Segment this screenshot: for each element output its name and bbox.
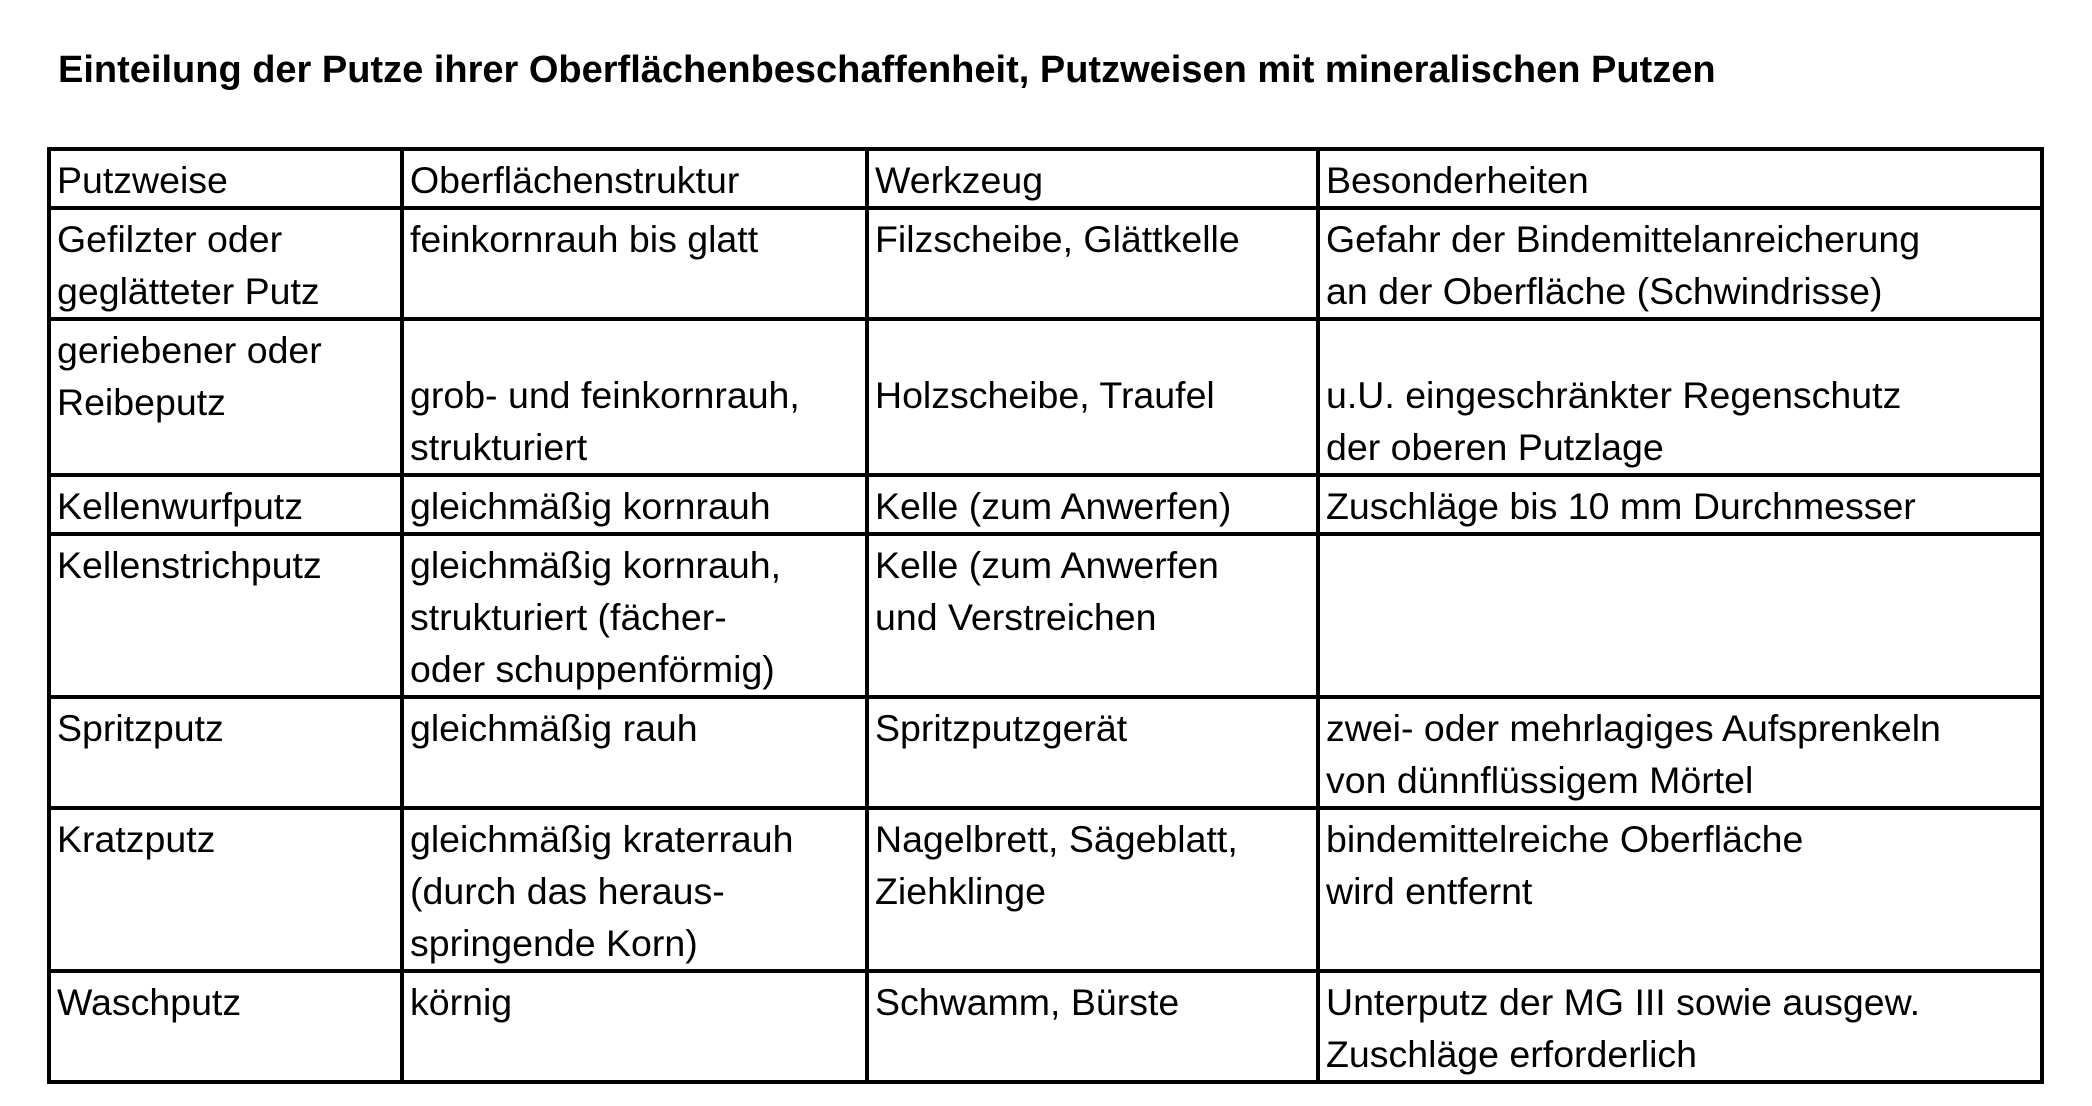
table-cell: u.U. eingeschränkter Regenschutz der oberen Putzlage (1318, 319, 2042, 475)
page-title: Einteilung der Putze ihrer Oberflächenbeschaffenheit, Putzweisen mit mineralischen Putzen (58, 49, 1716, 91)
table-container (47, 147, 2044, 1084)
table-row (49, 697, 2042, 808)
table-row (49, 319, 2042, 475)
table-cell: Kellenwurfputz (49, 475, 402, 534)
table-cell: gleichmäßig rauh (402, 697, 867, 808)
table-cell: Unterputz der MG III sowie ausgew. Zuschläge erforderlich (1318, 971, 2042, 1082)
header-cell-besonderheiten: Besonderheiten (1318, 149, 2042, 208)
table-cell: Holzscheibe, Traufel (867, 319, 1318, 475)
table-cell: Spritzputz (49, 697, 402, 808)
table-cell: körnig (402, 971, 867, 1082)
table-cell (1318, 534, 2042, 697)
table-row (49, 475, 2042, 534)
table-cell: grob- und feinkornrauh, strukturiert (402, 319, 867, 475)
table-cell: Zuschläge bis 10 mm Durchmesser (1318, 475, 2042, 534)
table-cell: Kelle (zum Anwerfen und Verstreichen (867, 534, 1318, 697)
table-cell: Schwamm, Bürste (867, 971, 1318, 1082)
header-cell-werkzeug: Werkzeug (867, 149, 1318, 208)
table-cell: zwei- oder mehrlagiges Aufsprenkeln von dünnflüssigem Mörtel (1318, 697, 2042, 808)
table-row (49, 208, 2042, 319)
table-cell: Kratzputz (49, 808, 402, 971)
header-cell-oberflaechenstruktur: Oberflächenstruktur (402, 149, 867, 208)
table-cell: geriebener oder Reibeputz (49, 319, 402, 475)
plaster-table (47, 147, 2044, 1084)
table-cell: gleichmäßig kornrauh, strukturiert (fächer- oder schuppenförmig) (402, 534, 867, 697)
header-cell-putzweise: Putzweise (49, 149, 402, 208)
table-cell: Filzscheibe, Glättkelle (867, 208, 1318, 319)
table-cell: Spritzputzgerät (867, 697, 1318, 808)
table-header-row (49, 149, 2042, 208)
table-cell: feinkornrauh bis glatt (402, 208, 867, 319)
table-cell: Waschputz (49, 971, 402, 1082)
table-cell: Gefahr der Bindemittelanreicherung an der Oberfläche (Schwindrisse) (1318, 208, 2042, 319)
table-row (49, 808, 2042, 971)
table-cell: Gefilzter oder geglätteter Putz (49, 208, 402, 319)
table-cell: Kelle (zum Anwerfen) (867, 475, 1318, 534)
table-cell: gleichmäßig kraterrauh (durch das heraus- springende Korn) (402, 808, 867, 971)
table-cell: Nagelbrett, Sägeblatt, Ziehklinge (867, 808, 1318, 971)
table-cell: bindemittelreiche Oberfläche wird entfernt (1318, 808, 2042, 971)
table-row (49, 534, 2042, 697)
table-cell: gleichmäßig kornrauh (402, 475, 867, 534)
table-row (49, 971, 2042, 1082)
table-cell: Kellenstrichputz (49, 534, 402, 697)
